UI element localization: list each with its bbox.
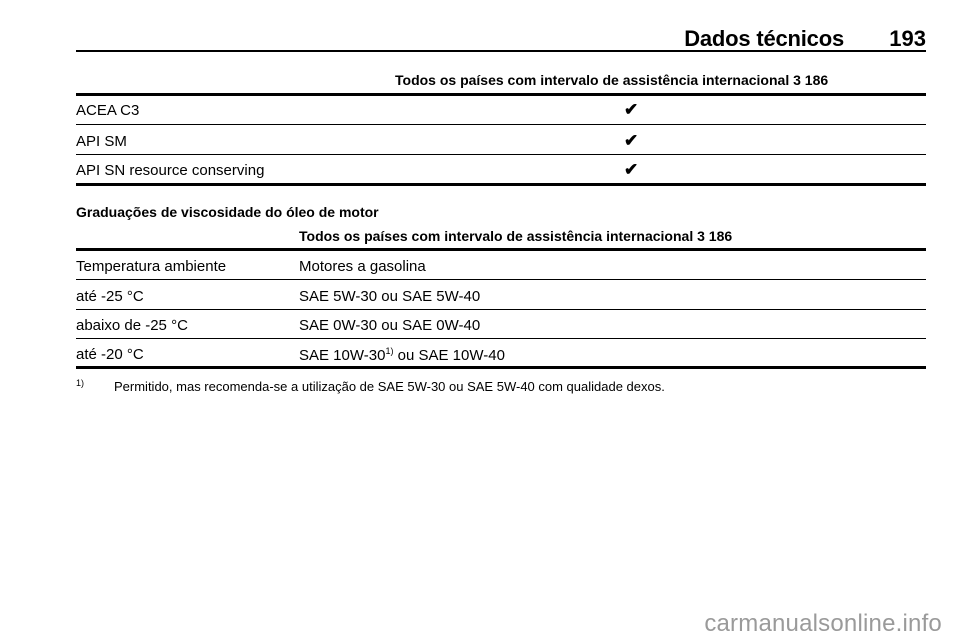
reference-arrow-icon: 3 (697, 228, 705, 244)
table2-col2-header: Motores a gasolina (299, 258, 426, 275)
table2-oil-cell (299, 346, 505, 364)
table2-heading (299, 228, 732, 244)
page-title: Dados técnicos (684, 26, 844, 51)
table2-row-divider (76, 309, 926, 310)
table2-oil-cell: SAE 0W-30 ou SAE 0W-40 (299, 317, 481, 334)
watermark: carmanualsonline.info (704, 610, 942, 637)
table2-header-divider (76, 279, 926, 280)
table1-row-label: API SM (76, 133, 127, 150)
footnote (76, 378, 665, 394)
table1-row-divider (76, 124, 926, 125)
table2-row-divider (76, 338, 926, 339)
table1-row-label: API SN resource conserving (76, 162, 265, 179)
table2-temp-cell: até -25 °C (76, 288, 144, 305)
table1-heading-text: Todos os países com intervalo de assistência internacional (395, 72, 790, 88)
footnote-mark: 1) (76, 378, 85, 388)
table1-ref-page[interactable]: 186 (804, 72, 829, 88)
checkmark-icon: ✔ (624, 131, 639, 150)
footnote-text: Permitido, mas recomenda-se a utilização de SAE 5W-30 ou SAE 5W-40 com qualidade dexos. (114, 379, 665, 394)
table2-col1-header: Temperatura ambiente (76, 258, 227, 275)
table2-bottom-rule (76, 366, 926, 369)
page-number: 193 (889, 26, 926, 51)
page-header (76, 26, 926, 52)
table1-row-divider (76, 154, 926, 155)
table2-ref-page[interactable]: 186 (708, 228, 733, 244)
checkmark-icon: ✔ (624, 100, 639, 119)
table1-top-rule (76, 93, 926, 96)
table2-heading-text: Todos os países com intervalo de assistência internacional (299, 228, 694, 244)
table2-top-rule (76, 248, 926, 251)
table1-bottom-rule (76, 183, 926, 186)
reference-arrow-icon: 3 (793, 72, 801, 88)
table1-heading (395, 72, 828, 88)
table2-temp-cell: abaixo de -25 °C (76, 317, 188, 334)
table2-temp-cell: até -20 °C (76, 346, 144, 363)
oil-grade-text: SAE 10W-30 (299, 347, 386, 364)
checkmark-icon: ✔ (624, 160, 639, 179)
section-title: Graduações de viscosidade do óleo de motor (76, 204, 379, 220)
table1-row-label: ACEA C3 (76, 102, 140, 119)
oil-grade-text: ou SAE 10W-40 (393, 347, 505, 364)
table2-oil-cell: SAE 5W-30 ou SAE 5W-40 (299, 288, 481, 305)
footnote-ref[interactable]: 1) (385, 346, 394, 356)
